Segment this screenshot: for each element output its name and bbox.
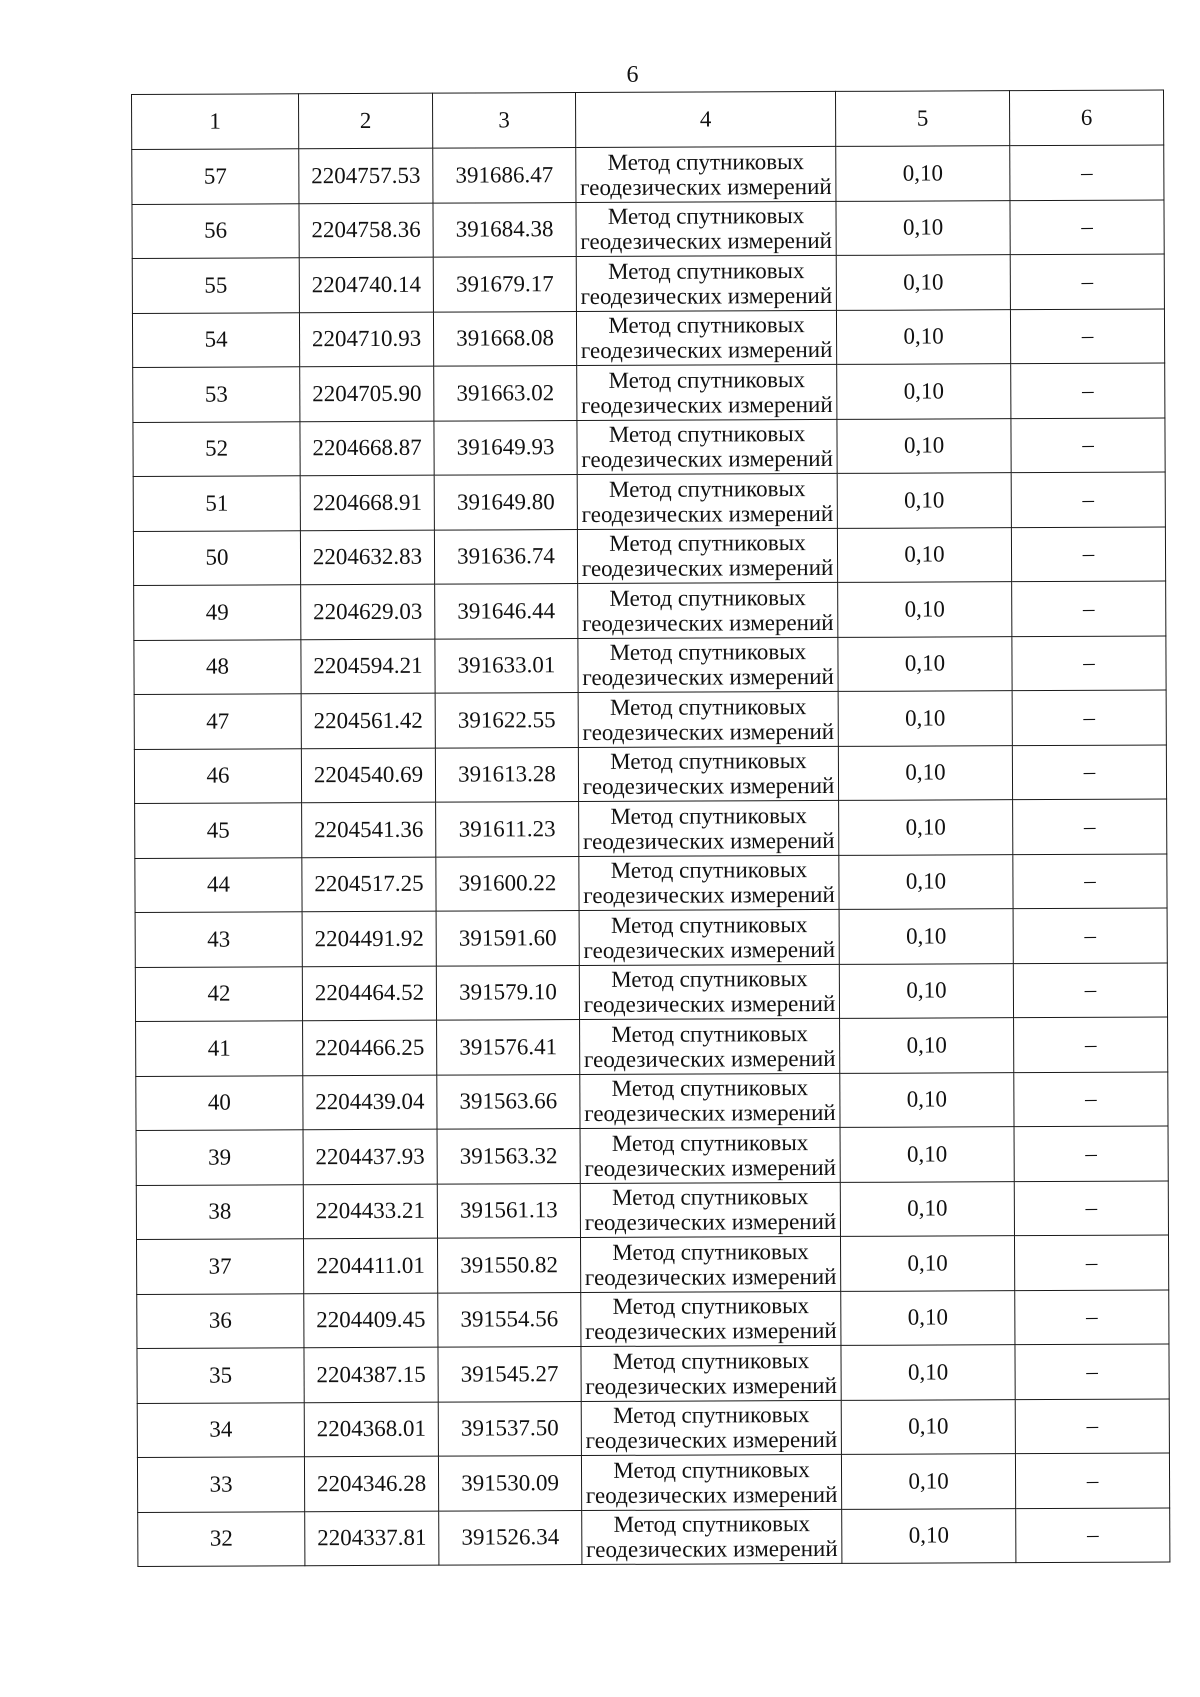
table-row bbox=[133, 363, 1165, 422]
y-coordinate-cell: 391563.66 bbox=[437, 1074, 580, 1129]
method-cell bbox=[577, 364, 837, 420]
table-row bbox=[136, 1235, 1168, 1294]
x-coordinate-cell: 2204561.42 bbox=[301, 693, 435, 748]
method-line-1: Метод спутниковых bbox=[612, 1184, 809, 1211]
y-coordinate-cell: 391554.56 bbox=[438, 1292, 581, 1347]
method-cell bbox=[579, 909, 839, 965]
point-number-cell: 52 bbox=[133, 421, 300, 476]
y-coordinate-cell: 391679.17 bbox=[433, 257, 576, 312]
method-cell bbox=[578, 746, 838, 802]
point-number-cell: 33 bbox=[137, 1457, 304, 1512]
x-coordinate-cell: 2204439.04 bbox=[303, 1075, 437, 1130]
y-coordinate-cell: 391611.23 bbox=[436, 802, 579, 857]
accuracy-cell: 0,10 bbox=[836, 146, 1010, 201]
y-coordinate-cell: 391537.50 bbox=[438, 1401, 581, 1456]
x-coordinate-cell: 2204757.53 bbox=[299, 148, 433, 203]
accuracy-cell: 0,10 bbox=[840, 1236, 1014, 1291]
point-number-cell: 55 bbox=[132, 258, 299, 313]
table-row bbox=[137, 1344, 1169, 1403]
method-cell bbox=[580, 1018, 840, 1074]
table-row bbox=[133, 472, 1165, 531]
method-line-2: геодезических измерений bbox=[583, 991, 836, 1018]
note-cell: – bbox=[1010, 254, 1164, 309]
method-line-1: Метод спутниковых bbox=[609, 639, 807, 666]
coordinates-table bbox=[131, 89, 1170, 1566]
table-row bbox=[137, 1453, 1169, 1512]
method-cell bbox=[580, 1073, 840, 1129]
y-coordinate-cell: 391646.44 bbox=[435, 584, 578, 639]
y-coordinate-cell: 391649.93 bbox=[434, 420, 577, 475]
method-line-2: геодезических измерений bbox=[582, 827, 835, 854]
accuracy-cell: 0,10 bbox=[840, 1181, 1014, 1236]
note-cell: – bbox=[1011, 526, 1165, 581]
y-coordinate-cell: 391633.01 bbox=[435, 638, 578, 693]
method-line-2: геодезических измерений bbox=[582, 773, 835, 800]
method-line-2: геодезических измерений bbox=[581, 555, 834, 582]
method-line-1: Метод спутниковых bbox=[608, 421, 806, 448]
method-line-2: геодезических измерений bbox=[586, 1536, 838, 1563]
point-number-cell: 49 bbox=[134, 585, 301, 640]
accuracy-cell: 0,10 bbox=[839, 800, 1013, 855]
method-cell bbox=[576, 146, 836, 202]
point-number-cell: 56 bbox=[132, 203, 299, 258]
method-cell bbox=[582, 1509, 842, 1565]
x-coordinate-cell: 2204594.21 bbox=[301, 639, 435, 694]
table-row bbox=[132, 145, 1164, 204]
header-row bbox=[132, 90, 1164, 150]
note-cell: – bbox=[1013, 799, 1167, 854]
method-line-1: Метод спутниковых bbox=[611, 1075, 809, 1102]
accuracy-cell: 0,10 bbox=[841, 1454, 1015, 1509]
point-number-cell: 42 bbox=[135, 966, 302, 1021]
x-coordinate-cell: 2204758.36 bbox=[299, 203, 433, 258]
method-cell bbox=[576, 201, 836, 257]
method-cell bbox=[580, 1236, 840, 1292]
point-number-cell: 34 bbox=[137, 1402, 304, 1457]
table-row bbox=[136, 1180, 1168, 1239]
accuracy-cell: 0,10 bbox=[840, 1127, 1014, 1182]
method-line-1: Метод спутниковых bbox=[612, 1293, 810, 1320]
method-line-1: Метод спутниковых bbox=[608, 257, 805, 284]
point-number-cell: 57 bbox=[132, 149, 299, 204]
note-cell: – bbox=[1010, 145, 1164, 200]
x-coordinate-cell: 2204466.25 bbox=[303, 1020, 437, 1075]
y-coordinate-cell: 391668.08 bbox=[433, 311, 576, 366]
y-coordinate-cell: 391636.74 bbox=[434, 529, 577, 584]
method-line-2: геодезических измерений bbox=[585, 1427, 838, 1454]
y-coordinate-cell: 391622.55 bbox=[435, 693, 578, 748]
x-coordinate-cell: 2204540.69 bbox=[301, 748, 435, 803]
accuracy-cell: 0,10 bbox=[841, 1290, 1015, 1345]
method-line-1: Метод спутниковых bbox=[611, 966, 808, 993]
accuracy-cell: 0,10 bbox=[836, 255, 1010, 310]
table-row bbox=[134, 581, 1166, 640]
y-coordinate-cell: 391649.80 bbox=[434, 475, 577, 530]
y-coordinate-cell: 391663.02 bbox=[434, 366, 577, 421]
method-line-1: Метод спутниковых bbox=[609, 584, 806, 611]
table-row bbox=[138, 1507, 1170, 1566]
point-number-cell: 44 bbox=[135, 857, 302, 912]
x-coordinate-cell: 2204632.83 bbox=[300, 530, 434, 585]
method-line-1: Метод спутниковых bbox=[611, 1129, 809, 1156]
method-line-2: геодезических измерений bbox=[583, 882, 835, 909]
method-cell bbox=[579, 855, 839, 911]
header-col-4: 4 bbox=[575, 91, 835, 147]
table-body bbox=[132, 145, 1170, 1566]
method-cell bbox=[577, 473, 837, 529]
point-number-cell: 45 bbox=[135, 803, 302, 858]
method-line-1: Метод спутниковых bbox=[608, 475, 806, 502]
y-coordinate-cell: 391684.38 bbox=[433, 202, 576, 257]
point-number-cell: 37 bbox=[136, 1239, 303, 1294]
method-line-2: геодезических измерений bbox=[585, 1481, 838, 1508]
method-line-1: Метод спутниковых bbox=[610, 857, 808, 884]
method-cell bbox=[581, 1345, 841, 1401]
point-number-cell: 47 bbox=[134, 694, 301, 749]
note-cell: – bbox=[1011, 417, 1165, 472]
table-row bbox=[137, 1289, 1169, 1348]
x-coordinate-cell: 2204387.15 bbox=[304, 1347, 438, 1402]
x-coordinate-cell: 2204464.52 bbox=[302, 966, 436, 1021]
method-cell bbox=[581, 1291, 841, 1347]
table-row bbox=[134, 744, 1166, 803]
table-row bbox=[133, 526, 1165, 585]
header-col-2: 2 bbox=[299, 93, 433, 149]
method-line-2: геодезических измерений bbox=[581, 446, 833, 473]
method-line-1: Метод спутниковых bbox=[609, 693, 807, 720]
method-line-1: Метод спутниковых bbox=[608, 312, 805, 339]
method-line-2: геодезических измерений bbox=[583, 936, 836, 963]
table-row bbox=[136, 1017, 1168, 1076]
note-cell: – bbox=[1012, 690, 1166, 745]
accuracy-cell: 0,10 bbox=[839, 909, 1013, 964]
point-number-cell: 39 bbox=[136, 1130, 303, 1185]
method-line-2: геодезических измерений bbox=[582, 664, 834, 691]
point-number-cell: 32 bbox=[138, 1511, 305, 1566]
method-line-1: Метод спутниковых bbox=[610, 911, 808, 938]
method-cell bbox=[578, 582, 838, 638]
note-cell: – bbox=[1015, 1289, 1169, 1344]
x-coordinate-cell: 2204740.14 bbox=[299, 257, 433, 312]
note-cell: – bbox=[1016, 1507, 1170, 1562]
y-coordinate-cell: 391591.60 bbox=[436, 911, 579, 966]
accuracy-cell: 0,10 bbox=[837, 418, 1011, 473]
x-coordinate-cell: 2204668.91 bbox=[300, 475, 434, 530]
y-coordinate-cell: 391526.34 bbox=[439, 1510, 582, 1565]
note-cell: – bbox=[1014, 1071, 1168, 1126]
point-number-cell: 41 bbox=[136, 1021, 303, 1076]
point-number-cell: 36 bbox=[137, 1293, 304, 1348]
method-cell bbox=[577, 528, 837, 584]
method-line-2: геодезических измерений bbox=[584, 1154, 837, 1181]
header-col-6: 6 bbox=[1009, 90, 1163, 146]
method-cell bbox=[578, 691, 838, 747]
y-coordinate-cell: 391576.41 bbox=[437, 1020, 580, 1075]
accuracy-cell: 0,10 bbox=[839, 963, 1013, 1018]
table-row bbox=[132, 308, 1164, 367]
method-line-1: Метод спутниковых bbox=[607, 203, 805, 230]
note-cell: – bbox=[1014, 1017, 1168, 1072]
table-row bbox=[136, 1071, 1168, 1130]
table-header bbox=[132, 90, 1164, 150]
header-col-3: 3 bbox=[432, 93, 575, 149]
method-line-2: геодезических измерений bbox=[581, 391, 833, 418]
x-coordinate-cell: 2204710.93 bbox=[299, 312, 433, 367]
method-line-1: Метод спутниковых bbox=[610, 802, 807, 829]
method-cell bbox=[576, 310, 836, 366]
method-line-1: Метод спутниковых bbox=[607, 148, 805, 175]
y-coordinate-cell: 391579.10 bbox=[436, 965, 579, 1020]
accuracy-cell: 0,10 bbox=[842, 1508, 1016, 1563]
point-number-cell: 54 bbox=[132, 312, 299, 367]
header-col-1: 1 bbox=[132, 94, 299, 150]
accuracy-cell: 0,10 bbox=[838, 691, 1012, 746]
x-coordinate-cell: 2204409.45 bbox=[304, 1293, 438, 1348]
table-row bbox=[137, 1398, 1169, 1457]
method-cell bbox=[579, 800, 839, 856]
x-coordinate-cell: 2204437.93 bbox=[303, 1129, 437, 1184]
note-cell: – bbox=[1011, 472, 1165, 527]
note-cell: – bbox=[1011, 363, 1165, 418]
method-line-2: геодезических измерений bbox=[580, 173, 832, 200]
accuracy-cell: 0,10 bbox=[838, 745, 1012, 800]
accuracy-cell: 0,10 bbox=[840, 1018, 1014, 1073]
x-coordinate-cell: 2204433.21 bbox=[303, 1184, 437, 1239]
accuracy-cell: 0,10 bbox=[836, 200, 1010, 255]
note-cell: – bbox=[1012, 744, 1166, 799]
table-row bbox=[132, 199, 1164, 258]
note-cell: – bbox=[1014, 1235, 1168, 1290]
method-line-1: Метод спутниковых bbox=[613, 1402, 810, 1429]
method-cell bbox=[581, 1454, 841, 1510]
note-cell: – bbox=[1010, 308, 1164, 363]
point-number-cell: 35 bbox=[137, 1348, 304, 1403]
x-coordinate-cell: 2204491.92 bbox=[302, 911, 436, 966]
x-coordinate-cell: 2204346.28 bbox=[304, 1456, 438, 1511]
method-line-2: геодезических измерений bbox=[581, 500, 834, 527]
table-row bbox=[134, 690, 1166, 749]
method-cell bbox=[578, 637, 838, 693]
method-line-1: Метод спутниковых bbox=[613, 1511, 811, 1538]
point-number-cell: 46 bbox=[134, 748, 301, 803]
point-number-cell: 53 bbox=[133, 367, 300, 422]
y-coordinate-cell: 391600.22 bbox=[436, 856, 579, 911]
x-coordinate-cell: 2204517.25 bbox=[302, 857, 436, 912]
note-cell: – bbox=[1013, 962, 1167, 1017]
table-row bbox=[135, 853, 1167, 912]
x-coordinate-cell: 2204705.90 bbox=[300, 366, 434, 421]
method-line-1: Метод спутниковых bbox=[611, 1020, 808, 1047]
y-coordinate-cell: 391563.32 bbox=[437, 1129, 580, 1184]
point-number-cell: 48 bbox=[134, 639, 301, 694]
note-cell: – bbox=[1015, 1398, 1169, 1453]
note-cell: – bbox=[1010, 199, 1164, 254]
y-coordinate-cell: 391686.47 bbox=[433, 148, 576, 203]
accuracy-cell: 0,10 bbox=[838, 636, 1012, 691]
accuracy-cell: 0,10 bbox=[838, 582, 1012, 637]
method-line-2: геодезических измерений bbox=[584, 1209, 837, 1236]
note-cell: – bbox=[1012, 581, 1166, 636]
method-cell bbox=[581, 1400, 841, 1456]
method-line-1: Метод спутниковых bbox=[612, 1238, 809, 1265]
method-line-2: геодезических измерений bbox=[582, 718, 835, 745]
table-row bbox=[135, 799, 1167, 858]
table-row bbox=[136, 1126, 1168, 1185]
method-cell bbox=[580, 1182, 840, 1238]
method-line-2: геодезических измерений bbox=[581, 609, 834, 636]
accuracy-cell: 0,10 bbox=[837, 364, 1011, 419]
y-coordinate-cell: 391545.27 bbox=[438, 1347, 581, 1402]
note-cell: – bbox=[1012, 635, 1166, 690]
method-line-2: геодезических измерений bbox=[584, 1263, 837, 1290]
note-cell: – bbox=[1014, 1126, 1168, 1181]
x-coordinate-cell: 2204368.01 bbox=[304, 1402, 438, 1457]
point-number-cell: 51 bbox=[133, 476, 300, 531]
note-cell: – bbox=[1015, 1344, 1169, 1399]
page-number: 6 bbox=[626, 62, 639, 88]
method-cell bbox=[576, 255, 836, 311]
method-line-2: геодезических измерений bbox=[580, 228, 832, 255]
method-line-1: Метод спутниковых bbox=[612, 1347, 810, 1374]
y-coordinate-cell: 391530.09 bbox=[438, 1456, 581, 1511]
x-coordinate-cell: 2204411.01 bbox=[303, 1238, 437, 1293]
table-row bbox=[133, 417, 1165, 476]
note-cell: – bbox=[1013, 853, 1167, 908]
method-line-2: геодезических измерений bbox=[583, 1045, 836, 1072]
method-cell bbox=[580, 1127, 840, 1183]
method-line-1: Метод спутниковых bbox=[609, 530, 806, 557]
point-number-cell: 50 bbox=[133, 530, 300, 585]
note-cell: – bbox=[1015, 1453, 1169, 1508]
accuracy-cell: 0,10 bbox=[836, 309, 1010, 364]
method-line-2: геодезических измерений bbox=[584, 1100, 836, 1127]
method-line-1: Метод спутниковых bbox=[613, 1456, 810, 1483]
y-coordinate-cell: 391613.28 bbox=[435, 747, 578, 802]
y-coordinate-cell: 391550.82 bbox=[437, 1238, 580, 1293]
point-number-cell: 40 bbox=[136, 1075, 303, 1130]
method-line-2: геодезических измерений bbox=[580, 337, 833, 364]
table-row bbox=[132, 254, 1164, 313]
accuracy-cell: 0,10 bbox=[839, 854, 1013, 909]
table-row bbox=[135, 908, 1167, 967]
x-coordinate-cell: 2204541.36 bbox=[302, 802, 436, 857]
note-cell: – bbox=[1013, 908, 1167, 963]
x-coordinate-cell: 2204668.87 bbox=[300, 421, 434, 476]
x-coordinate-cell: 2204629.03 bbox=[301, 584, 435, 639]
method-line-1: Метод спутниковых bbox=[608, 366, 806, 393]
method-line-2: геодезических измерений bbox=[580, 282, 833, 309]
method-line-2: геодезических измерений bbox=[585, 1372, 837, 1399]
method-line-1: Метод спутниковых bbox=[610, 748, 807, 775]
method-cell bbox=[579, 964, 839, 1020]
accuracy-cell: 0,10 bbox=[841, 1399, 1015, 1454]
table-row bbox=[135, 962, 1167, 1021]
point-number-cell: 43 bbox=[135, 912, 302, 967]
point-number-cell: 38 bbox=[136, 1184, 303, 1239]
method-line-2: геодезических измерений bbox=[585, 1318, 837, 1345]
table-row bbox=[134, 635, 1166, 694]
accuracy-cell: 0,10 bbox=[837, 527, 1011, 582]
accuracy-cell: 0,10 bbox=[837, 473, 1011, 528]
y-coordinate-cell: 391561.13 bbox=[437, 1183, 580, 1238]
method-cell bbox=[577, 419, 837, 475]
x-coordinate-cell: 2204337.81 bbox=[305, 1511, 439, 1566]
header-col-5: 5 bbox=[835, 91, 1009, 147]
accuracy-cell: 0,10 bbox=[841, 1345, 1015, 1400]
note-cell: – bbox=[1014, 1180, 1168, 1235]
accuracy-cell: 0,10 bbox=[840, 1072, 1014, 1127]
